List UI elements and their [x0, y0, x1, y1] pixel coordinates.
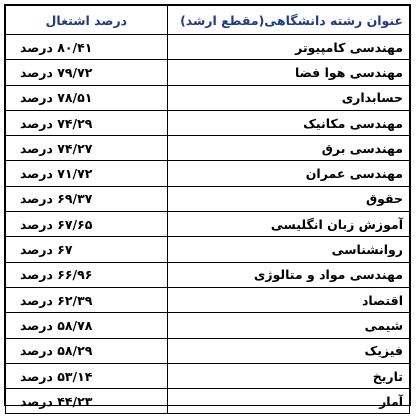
- header-major: عنوان رشته دانشگاهی(مقطع ارشد): [167, 6, 409, 35]
- major-name: اقتصاد: [167, 287, 409, 312]
- employment-rate: ۷۴/۲۹ درصد: [6, 110, 168, 135]
- table-row: [6, 212, 410, 237]
- major-name: روانشناسی: [167, 237, 409, 262]
- source-caption: [120, 407, 410, 419]
- major-name: شیمی: [167, 313, 409, 338]
- employment-rate: ۷۸/۵۱ درصد: [6, 85, 168, 110]
- table-row: [6, 237, 410, 262]
- employment-rate: ۸۰/۴۱ درصد: [6, 35, 168, 60]
- major-name: مهندسی مواد و متالوژی: [167, 262, 409, 287]
- employment-rate: ۶۲/۳۹ درصد: [6, 287, 168, 312]
- table-row: [6, 338, 410, 363]
- header-rate: درصد اشتغال: [6, 6, 168, 35]
- major-name: فیزیک: [167, 338, 409, 363]
- major-name: آموزش زبان انگلیسی: [167, 212, 409, 237]
- table-header-row: [6, 6, 410, 35]
- major-name: حسابداری: [167, 85, 409, 110]
- employment-rate: ۷۴/۲۷ درصد: [6, 136, 168, 161]
- table-row: [6, 110, 410, 135]
- table-row: [6, 186, 410, 211]
- employment-rate: ۷۱/۷۲ درصد: [6, 161, 168, 186]
- table-row: [6, 60, 410, 85]
- table-row: [6, 85, 410, 110]
- employment-rate: ۵۳/۱۴ درصد: [6, 363, 168, 388]
- table-row: [6, 136, 410, 161]
- table-row: [6, 287, 410, 312]
- major-name: تاریخ: [167, 363, 409, 388]
- major-name: مهندسی برق: [167, 136, 409, 161]
- major-name: مهندسی کامپیوتر: [167, 35, 409, 60]
- table-row: [6, 161, 410, 186]
- employment-rate: ۷۹/۷۲ درصد: [6, 60, 168, 85]
- table-row: [6, 35, 410, 60]
- table-row: [6, 313, 410, 338]
- employment-table-grid: [5, 5, 410, 414]
- table-row: [6, 262, 410, 287]
- employment-rate: ۴۴/۲۳ درصد: [6, 389, 168, 414]
- major-name: مهندسی هوا فضا: [167, 60, 409, 85]
- employment-rate: ۶۹/۳۷ درصد: [6, 186, 168, 211]
- employment-rate: ۶۶/۹۶ درصد: [6, 262, 168, 287]
- employment-table: [4, 4, 411, 409]
- table-body: [6, 35, 410, 414]
- major-name: مهندسی مکانیک: [167, 110, 409, 135]
- major-name: حقوق: [167, 186, 409, 211]
- major-name: مهندسی عمران: [167, 161, 409, 186]
- employment-rate: ۵۸/۷۸ درصد: [6, 313, 168, 338]
- employment-rate: ۶۷ درصد: [6, 237, 168, 262]
- major-name: آمار: [167, 389, 409, 414]
- employment-rate: ۵۸/۲۹ درصد: [6, 338, 168, 363]
- employment-rate: ۶۷/۶۵ درصد: [6, 212, 168, 237]
- table-row: [6, 363, 410, 388]
